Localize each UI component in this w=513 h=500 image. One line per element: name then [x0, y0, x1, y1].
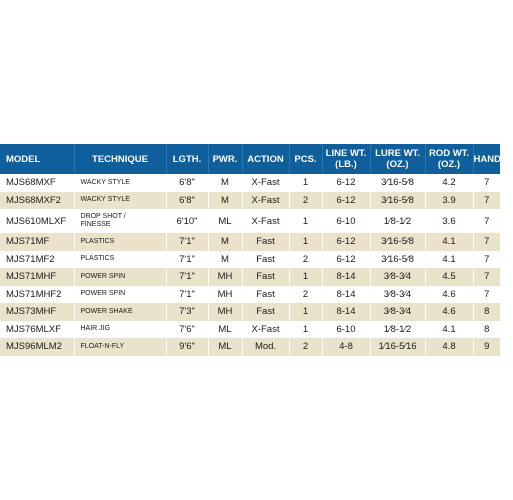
cell-model: MJS71MF: [0, 233, 74, 251]
cell-handle: 7: [473, 174, 500, 192]
table-body: [0, 174, 500, 356]
cell-line-weight: 8-14: [322, 303, 370, 321]
cell-rod-weight: 4.5: [425, 268, 473, 286]
column-header-pieces: PCS.: [289, 144, 322, 174]
cell-lure-weight: 3⁄16-5⁄8: [370, 192, 425, 210]
cell-lure-weight: 3⁄8-3⁄4: [370, 286, 425, 304]
cell-rod-weight: 4.6: [425, 286, 473, 304]
cell-action: X-Fast: [242, 174, 289, 192]
table-row: [0, 268, 500, 286]
cell-pieces: 2: [289, 338, 322, 356]
cell-pieces: 2: [289, 192, 322, 210]
cell-technique: PLASTICS: [74, 251, 166, 269]
cell-model: MJS610MLXF: [0, 209, 74, 233]
cell-lure-weight: 3⁄8-3⁄4: [370, 268, 425, 286]
cell-technique: PLASTICS: [74, 233, 166, 251]
cell-length: 7'6": [166, 321, 208, 339]
cell-handle: 9: [473, 338, 500, 356]
cell-model: MJS73MHF: [0, 303, 74, 321]
cell-line-weight: 6-10: [322, 209, 370, 233]
cell-lure-weight: 1⁄16-5⁄16: [370, 338, 425, 356]
cell-length: 6'8": [166, 192, 208, 210]
cell-action: X-Fast: [242, 192, 289, 210]
table-row: [0, 286, 500, 304]
column-header-technique: TECHNIQUE: [74, 144, 166, 174]
cell-pieces: 1: [289, 303, 322, 321]
cell-action: Fast: [242, 268, 289, 286]
cell-line-weight: 6-10: [322, 321, 370, 339]
cell-length: 7'1": [166, 286, 208, 304]
cell-rod-weight: 4.1: [425, 321, 473, 339]
cell-power: M: [208, 233, 242, 251]
cell-handle: 7: [473, 251, 500, 269]
cell-length: 7'3": [166, 303, 208, 321]
cell-lure-weight: 3⁄16-5⁄8: [370, 174, 425, 192]
cell-rod-weight: 4.1: [425, 233, 473, 251]
cell-power: M: [208, 174, 242, 192]
header-row: [0, 144, 500, 174]
cell-technique: WACKY STYLE: [74, 174, 166, 192]
cell-power: MH: [208, 303, 242, 321]
cell-action: X-Fast: [242, 209, 289, 233]
table-row: [0, 174, 500, 192]
column-header-action: ACTION: [242, 144, 289, 174]
cell-pieces: 1: [289, 233, 322, 251]
cell-handle: 7: [473, 286, 500, 304]
cell-line-weight: 8-14: [322, 286, 370, 304]
cell-length: 6'10": [166, 209, 208, 233]
cell-handle: 7: [473, 233, 500, 251]
cell-technique: POWER SPIN: [74, 268, 166, 286]
cell-action: X-Fast: [242, 321, 289, 339]
cell-pieces: 2: [289, 251, 322, 269]
column-header-line-weight: LINE WT. (LB.): [322, 144, 370, 174]
cell-line-weight: 6-12: [322, 174, 370, 192]
table-row: [0, 209, 500, 233]
cell-rod-weight: 4.1: [425, 251, 473, 269]
cell-rod-weight: 3.6: [425, 209, 473, 233]
cell-lure-weight: 3⁄16-5⁄8: [370, 233, 425, 251]
column-header-handle: HANDLE: [473, 144, 500, 174]
cell-pieces: 1: [289, 268, 322, 286]
column-header-rod-weight: ROD WT. (OZ.): [425, 144, 473, 174]
cell-action: Fast: [242, 286, 289, 304]
cell-action: Fast: [242, 251, 289, 269]
cell-model: MJS71MHF2: [0, 286, 74, 304]
cell-pieces: 1: [289, 209, 322, 233]
cell-rod-weight: 4.2: [425, 174, 473, 192]
cell-lure-weight: 1⁄8-1⁄2: [370, 321, 425, 339]
cell-lure-weight: 3⁄8-3⁄4: [370, 303, 425, 321]
cell-line-weight: 6-12: [322, 233, 370, 251]
cell-length: 6'8": [166, 174, 208, 192]
column-header-model: MODEL: [0, 144, 74, 174]
rod-spec-table: [0, 144, 513, 356]
cell-handle: 8: [473, 321, 500, 339]
cell-lure-weight: 3⁄16-5⁄8: [370, 251, 425, 269]
cell-model: MJS68MXF2: [0, 192, 74, 210]
cell-line-weight: 4-8: [322, 338, 370, 356]
cell-length: 9'6": [166, 338, 208, 356]
cell-pieces: 2: [289, 286, 322, 304]
cell-action: Fast: [242, 303, 289, 321]
cell-handle: 7: [473, 192, 500, 210]
cell-rod-weight: 4.6: [425, 303, 473, 321]
cell-handle: 8: [473, 303, 500, 321]
cell-handle: 7: [473, 268, 500, 286]
cell-length: 7'1": [166, 251, 208, 269]
cell-technique: DROP SHOT / FINESSE: [74, 209, 166, 233]
column-header-lure-weight: LURE WT. (OZ.): [370, 144, 425, 174]
cell-power: MH: [208, 286, 242, 304]
cell-technique: FLOAT-N-FLY: [74, 338, 166, 356]
table-header: [0, 144, 513, 174]
cell-pieces: 1: [289, 174, 322, 192]
cell-model: MJS96MLM2: [0, 338, 74, 356]
table-row: [0, 321, 500, 339]
cell-length: 7'1": [166, 233, 208, 251]
table-row: [0, 233, 500, 251]
cell-action: Mod.: [242, 338, 289, 356]
cell-technique: POWER SHAKE: [74, 303, 166, 321]
cell-model: MJS71MHF: [0, 268, 74, 286]
column-header-length: LGTH.: [166, 144, 208, 174]
cell-line-weight: 6-12: [322, 251, 370, 269]
cell-lure-weight: 1⁄8-1⁄2: [370, 209, 425, 233]
cell-power: ML: [208, 338, 242, 356]
cell-model: MJS71MF2: [0, 251, 74, 269]
cell-technique: WACKY STYLE: [74, 192, 166, 210]
cell-rod-weight: 3.9: [425, 192, 473, 210]
cell-model: MJS68MXF: [0, 174, 74, 192]
cell-rod-weight: 4.8: [425, 338, 473, 356]
cell-action: Fast: [242, 233, 289, 251]
cell-handle: 7: [473, 209, 500, 233]
cell-power: MH: [208, 268, 242, 286]
cell-model: MJS76MLXF: [0, 321, 74, 339]
cell-technique: POWER SPIN: [74, 286, 166, 304]
table-row: [0, 338, 500, 356]
cell-power: ML: [208, 321, 242, 339]
table-row: [0, 303, 500, 321]
cell-line-weight: 6-12: [322, 192, 370, 210]
cell-power: ML: [208, 209, 242, 233]
table-row: [0, 251, 500, 269]
column-header-power: PWR.: [208, 144, 242, 174]
cell-power: M: [208, 192, 242, 210]
cell-pieces: 1: [289, 321, 322, 339]
table-row: [0, 192, 500, 210]
cell-power: M: [208, 251, 242, 269]
cell-technique: HAIR JIG: [74, 321, 166, 339]
cell-length: 7'1": [166, 268, 208, 286]
cell-line-weight: 8-14: [322, 268, 370, 286]
